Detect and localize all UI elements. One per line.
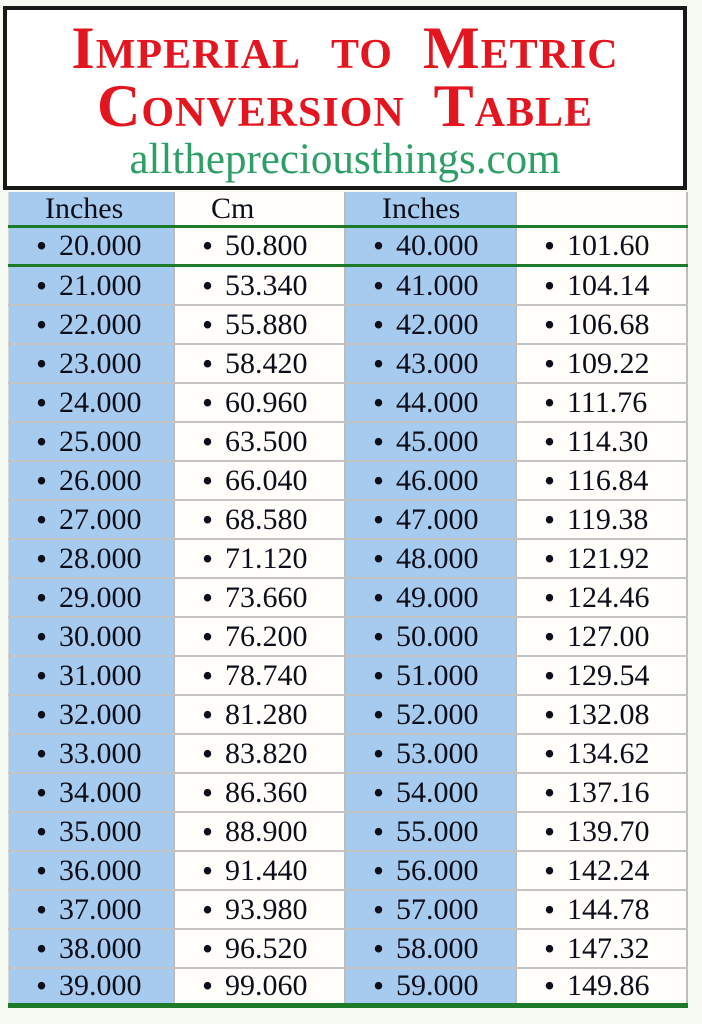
table-row [8, 852, 688, 891]
table-cell [8, 969, 175, 1003]
bullet-icon: • [544, 579, 556, 615]
cell-value: 81.280 [225, 697, 308, 731]
cell-value: 121.92 [567, 541, 650, 575]
cell-value: 134.62 [567, 736, 650, 770]
table-row [8, 501, 688, 540]
table-cell [8, 657, 175, 694]
cell-value: 31.000 [59, 658, 142, 692]
bullet-icon: • [544, 891, 556, 927]
bullet-icon: • [373, 306, 385, 342]
bullet-icon: • [202, 813, 214, 849]
table-cell [346, 423, 517, 460]
bullet-icon: • [202, 423, 214, 459]
table-cell [175, 618, 346, 655]
table-cell [8, 267, 175, 304]
bullet-icon: • [202, 345, 214, 381]
cell-value: 32.000 [59, 697, 142, 731]
table-cell [346, 384, 517, 421]
cell-value: 73.660 [225, 580, 308, 614]
cell-value: 149.86 [567, 969, 650, 1002]
table-cell [8, 228, 175, 264]
bullet-icon: • [36, 696, 48, 732]
cell-value: 93.980 [225, 892, 308, 926]
bullet-icon: • [373, 228, 385, 264]
table-cell [517, 384, 688, 421]
cell-value: 24.000 [59, 385, 142, 419]
bullet-icon: • [36, 228, 48, 264]
table-cell [517, 579, 688, 616]
cell-value: 40.000 [396, 229, 479, 262]
cell-value: 53.340 [225, 268, 308, 302]
cell-value: 25.000 [59, 424, 142, 458]
table-cell [517, 852, 688, 889]
bullet-icon: • [36, 813, 48, 849]
bullet-icon: • [544, 852, 556, 888]
bullet-icon: • [544, 930, 556, 966]
table-cell [517, 540, 688, 577]
bullet-icon: • [202, 540, 214, 576]
cell-value: 21.000 [59, 268, 142, 302]
cell-value: 109.22 [567, 346, 650, 380]
table-cell [8, 579, 175, 616]
bullet-icon: • [202, 267, 214, 303]
table-cell [175, 501, 346, 538]
cell-value: 56.000 [396, 853, 479, 887]
cell-value: 99.060 [225, 969, 308, 1002]
table-cell [8, 306, 175, 343]
cell-value: 43.000 [396, 346, 479, 380]
cell-value: 129.54 [567, 658, 650, 692]
bullet-icon: • [373, 345, 385, 381]
conversion-table [8, 192, 688, 1008]
bullet-icon: • [373, 735, 385, 771]
table-cell [175, 735, 346, 772]
cell-value: 28.000 [59, 541, 142, 575]
bullet-icon: • [36, 969, 48, 1003]
table-cell [175, 969, 346, 1003]
table-cell [175, 930, 346, 967]
bullet-icon: • [373, 813, 385, 849]
cell-value: 106.68 [567, 307, 650, 341]
table-row [8, 930, 688, 969]
table-cell [8, 696, 175, 733]
bullet-icon: • [36, 657, 48, 693]
table-cell [517, 345, 688, 382]
bullet-icon: • [373, 384, 385, 420]
cell-value: 147.32 [567, 931, 650, 965]
bullet-icon: • [544, 423, 556, 459]
table-row [8, 969, 688, 1008]
table-row [8, 462, 688, 501]
title-line-2: Conversion Table [96, 73, 594, 139]
cell-value: 47.000 [396, 502, 479, 536]
cell-value: 114.30 [567, 424, 649, 458]
cell-value: 44.000 [396, 385, 479, 419]
bullet-icon: • [544, 657, 556, 693]
table-cell [346, 774, 517, 811]
bullet-icon: • [544, 228, 556, 264]
bullet-icon: • [36, 267, 48, 303]
column-header-inches-2: Inches [346, 192, 517, 225]
table-row [8, 423, 688, 462]
bullet-icon: • [36, 462, 48, 498]
table-cell [517, 930, 688, 967]
bullet-icon: • [202, 501, 214, 537]
bullet-icon: • [202, 462, 214, 498]
bullet-icon: • [544, 306, 556, 342]
table-cell [346, 228, 517, 264]
bullet-icon: • [36, 306, 48, 342]
bullet-icon: • [373, 852, 385, 888]
table-row [8, 228, 688, 267]
table-cell [517, 618, 688, 655]
table-row [8, 774, 688, 813]
cell-value: 39.000 [59, 969, 142, 1002]
table-cell [517, 306, 688, 343]
bullet-icon: • [202, 228, 214, 264]
bullet-icon: • [36, 423, 48, 459]
table-cell [175, 540, 346, 577]
cell-value: 55.000 [396, 814, 479, 848]
cell-value: 101.60 [567, 229, 650, 262]
cell-value: 54.000 [396, 775, 479, 809]
cell-value: 104.14 [567, 268, 650, 302]
table-cell [346, 501, 517, 538]
bullet-icon: • [544, 540, 556, 576]
table-row [8, 891, 688, 930]
table-cell [517, 501, 688, 538]
cell-value: 60.960 [225, 385, 308, 419]
cell-value: 127.00 [567, 619, 650, 653]
title-line-1: Imperial to Metric [71, 15, 619, 81]
cell-value: 34.000 [59, 775, 142, 809]
cell-value: 33.000 [59, 736, 142, 770]
cell-value: 76.200 [225, 619, 308, 653]
bullet-icon: • [202, 657, 214, 693]
bullet-icon: • [373, 618, 385, 654]
cell-value: 38.000 [59, 931, 142, 965]
table-row [8, 657, 688, 696]
table-cell [517, 813, 688, 850]
cell-value: 55.880 [225, 307, 308, 341]
table-cell [517, 969, 688, 1003]
bullet-icon: • [202, 774, 214, 810]
column-header-cm-2 [517, 192, 688, 225]
cell-value: 78.740 [225, 658, 308, 692]
cell-value: 53.000 [396, 736, 479, 770]
table-cell [175, 306, 346, 343]
bullet-icon: • [36, 345, 48, 381]
cell-value: 71.120 [225, 541, 308, 575]
cell-value: 137.16 [567, 775, 650, 809]
bullet-icon: • [202, 930, 214, 966]
cell-value: 86.360 [225, 775, 308, 809]
cell-value: 124.46 [567, 580, 650, 614]
table-cell [8, 813, 175, 850]
table-row [8, 267, 688, 306]
table-body [8, 228, 688, 1008]
table-row [8, 306, 688, 345]
table-cell [517, 696, 688, 733]
cell-value: 68.580 [225, 502, 308, 536]
cell-value: 59.000 [396, 969, 479, 1002]
table-cell [346, 852, 517, 889]
table-cell [175, 891, 346, 928]
cell-value: 27.000 [59, 502, 142, 536]
bullet-icon: • [544, 462, 556, 498]
bullet-icon: • [202, 384, 214, 420]
cell-value: 119.38 [567, 502, 649, 536]
bullet-icon: • [373, 696, 385, 732]
table-cell [346, 618, 517, 655]
bullet-icon: • [36, 735, 48, 771]
table-cell [346, 462, 517, 499]
table-cell [8, 774, 175, 811]
cell-value: 37.000 [59, 892, 142, 926]
table-cell [517, 774, 688, 811]
cell-value: 52.000 [396, 697, 479, 731]
table-cell [175, 345, 346, 382]
cell-value: 111.76 [567, 385, 648, 419]
table-cell [346, 891, 517, 928]
bullet-icon: • [202, 735, 214, 771]
cell-value: 46.000 [396, 463, 479, 497]
table-row [8, 579, 688, 618]
bullet-icon: • [202, 306, 214, 342]
table-cell [175, 462, 346, 499]
bullet-icon: • [373, 462, 385, 498]
table-cell [346, 696, 517, 733]
bullet-icon: • [36, 501, 48, 537]
cell-value: 96.520 [225, 931, 308, 965]
bullet-icon: • [373, 540, 385, 576]
column-header-inches-1: Inches [8, 192, 175, 225]
table-cell [175, 852, 346, 889]
table-cell [175, 228, 346, 264]
table-cell [175, 384, 346, 421]
cell-value: 50.000 [396, 619, 479, 653]
cell-value: 91.440 [225, 853, 308, 887]
table-cell [8, 423, 175, 460]
bullet-icon: • [544, 384, 556, 420]
bullet-icon: • [36, 579, 48, 615]
cell-value: 45.000 [396, 424, 479, 458]
table-row [8, 696, 688, 735]
column-header-cm-1: Cm [175, 192, 346, 225]
bullet-icon: • [373, 930, 385, 966]
table-cell [175, 774, 346, 811]
table-cell [8, 540, 175, 577]
table-cell [175, 579, 346, 616]
cell-value: 36.000 [59, 853, 142, 887]
table-cell [346, 969, 517, 1003]
cell-value: 50.800 [225, 229, 308, 262]
table-cell [175, 267, 346, 304]
bullet-icon: • [36, 618, 48, 654]
cell-value: 49.000 [396, 580, 479, 614]
bullet-icon: • [544, 267, 556, 303]
website-url: allthepreciousthings.com [129, 136, 561, 183]
bullet-icon: • [544, 618, 556, 654]
cell-value: 20.000 [59, 229, 142, 262]
cell-value: 48.000 [396, 541, 479, 575]
bullet-icon: • [544, 696, 556, 732]
table-row [8, 735, 688, 774]
table-header-row [8, 192, 688, 228]
table-cell [346, 579, 517, 616]
table-cell [8, 852, 175, 889]
table-cell [8, 930, 175, 967]
bullet-icon: • [36, 930, 48, 966]
table-cell [175, 696, 346, 733]
cell-value: 51.000 [396, 658, 479, 692]
table-cell [175, 423, 346, 460]
bullet-icon: • [202, 618, 214, 654]
bullet-icon: • [36, 891, 48, 927]
table-row [8, 384, 688, 423]
table-cell [346, 930, 517, 967]
table-row [8, 345, 688, 384]
table-cell [8, 735, 175, 772]
cell-value: 63.500 [225, 424, 308, 458]
bullet-icon: • [36, 852, 48, 888]
cell-value: 35.000 [59, 814, 142, 848]
bullet-icon: • [373, 774, 385, 810]
title-card [3, 6, 687, 190]
cell-value: 57.000 [396, 892, 479, 926]
table-cell [517, 735, 688, 772]
table-cell [346, 657, 517, 694]
bullet-icon: • [36, 774, 48, 810]
bullet-icon: • [544, 735, 556, 771]
cell-value: 144.78 [567, 892, 650, 926]
cell-value: 22.000 [59, 307, 142, 341]
bullet-icon: • [36, 384, 48, 420]
table-row [8, 618, 688, 657]
table-cell [8, 462, 175, 499]
table-cell [8, 345, 175, 382]
table-cell [8, 618, 175, 655]
bullet-icon: • [202, 579, 214, 615]
cell-value: 116.84 [567, 463, 649, 497]
table-cell [8, 891, 175, 928]
table-row [8, 813, 688, 852]
table-cell [175, 813, 346, 850]
bullet-icon: • [202, 852, 214, 888]
bullet-icon: • [202, 696, 214, 732]
bullet-icon: • [202, 969, 214, 1003]
cell-value: 58.000 [396, 931, 479, 965]
table-cell [175, 657, 346, 694]
bullet-icon: • [373, 891, 385, 927]
table-cell [517, 657, 688, 694]
bullet-icon: • [544, 774, 556, 810]
table-cell [517, 423, 688, 460]
cell-value: 83.820 [225, 736, 308, 770]
table-cell [517, 228, 688, 264]
table-cell [517, 462, 688, 499]
table-cell [346, 735, 517, 772]
bullet-icon: • [373, 501, 385, 537]
cell-value: 142.24 [567, 853, 650, 887]
bullet-icon: • [373, 657, 385, 693]
table-cell [346, 306, 517, 343]
table-cell [517, 267, 688, 304]
table-cell [346, 540, 517, 577]
cell-value: 30.000 [59, 619, 142, 653]
bullet-icon: • [202, 891, 214, 927]
table-row [8, 540, 688, 579]
bullet-icon: • [373, 423, 385, 459]
cell-value: 66.040 [225, 463, 308, 497]
cell-value: 26.000 [59, 463, 142, 497]
table-cell [346, 267, 517, 304]
bullet-icon: • [544, 969, 556, 1003]
cell-value: 23.000 [59, 346, 142, 380]
table-cell [8, 384, 175, 421]
bullet-icon: • [373, 969, 385, 1003]
cell-value: 139.70 [567, 814, 650, 848]
bullet-icon: • [544, 501, 556, 537]
bullet-icon: • [544, 345, 556, 381]
table-cell [346, 813, 517, 850]
cell-value: 58.420 [225, 346, 308, 380]
bullet-icon: • [36, 540, 48, 576]
table-cell [346, 345, 517, 382]
cell-value: 41.000 [396, 268, 479, 302]
bullet-icon: • [373, 579, 385, 615]
bullet-icon: • [373, 267, 385, 303]
table-cell [8, 501, 175, 538]
cell-value: 29.000 [59, 580, 142, 614]
bullet-icon: • [544, 813, 556, 849]
cell-value: 88.900 [225, 814, 308, 848]
cell-value: 42.000 [396, 307, 479, 341]
table-cell [517, 891, 688, 928]
cell-value: 132.08 [567, 697, 650, 731]
